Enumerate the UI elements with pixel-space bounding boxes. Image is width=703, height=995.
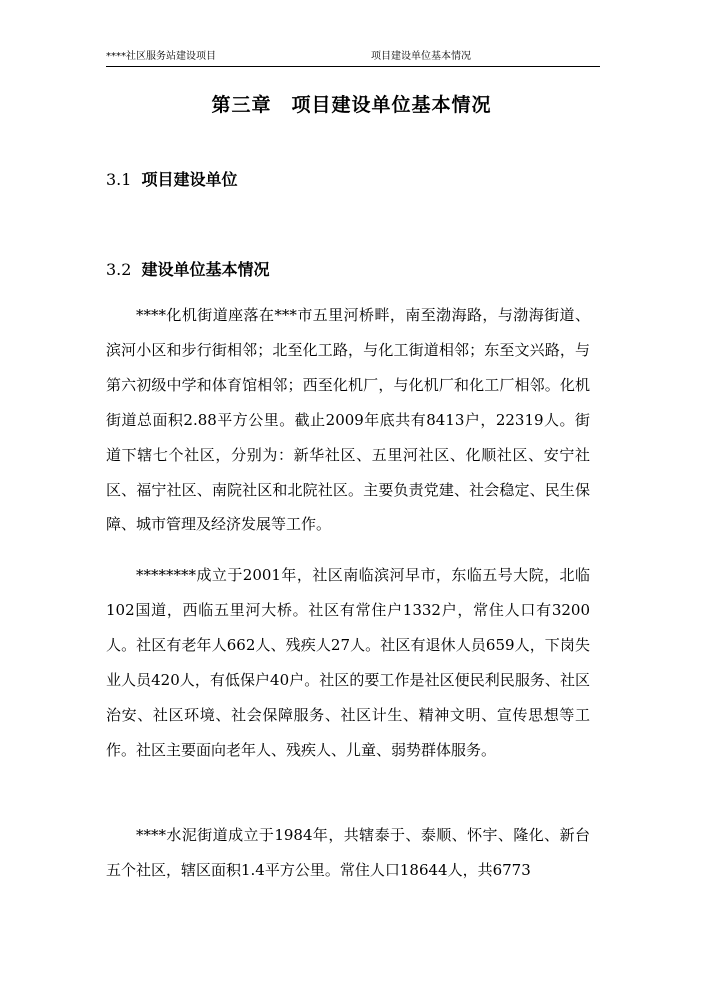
header-section-title: 项目建设单位基本情况 [371, 51, 471, 62]
header-document-title: ****社区服务站建设项目 [106, 51, 216, 62]
paragraph-huaji-street: ****化机街道座落在***市五里河桥畔，南至渤海路，与渤海街道、滨河小区和步行街相邻；北至化工路，与化工街道相邻；东至文兴路，与第六初级中学和体育馆相邻；西至化机厂，与化机厂和化工厂相邻。化机街道总面积2.88平方公里。截止2009年底共有8413户，22319人。街道下辖七个社区，分别为：新华社区、五里河社区、化顺社区、安宁社区、福宁社区、南院社区和北院社区。主要负责党建、社会稳定、民生保障、城市管理及经济发展等工作。 [106, 306, 590, 534]
section-title: 建设单位基本情况 [141, 260, 270, 279]
section-number: 3.2 [106, 260, 132, 279]
section-title: 项目建设单位 [141, 170, 238, 189]
section-number: 3.1 [106, 170, 132, 189]
paragraph-shuini-street: ****水泥街道成立于1984年，共辖泰于、泰顺、怀宇、隆化、新台五个社区，辖区面积1.4平方公里。常住人口18644人，共6773 [106, 826, 590, 879]
paragraph-community: ********成立于2001年，社区南临滨河早市，东临五号大院，北临102国道，西临五里河大桥。社区有常住户1332户，常住人口有3200人。社区有老年人662人、残疾人27人。社区有退休人员659人，下岗失业人员420人，有低保户40户。社区的要工作是社区便民利民服务、社区治安、社区环境、社会保障服务、社区计生、精神文明、宣传思想等工作。社区主要面向老年人、残疾人、儿童、弱势群体服务。 [106, 566, 590, 759]
chapter-title: 第三章 项目建设单位基本情况 [211, 94, 492, 116]
section-heading-3-1 [106, 169, 237, 191]
page-header [106, 50, 600, 66]
section-heading-3-2 [106, 259, 269, 281]
header-divider [106, 66, 600, 67]
